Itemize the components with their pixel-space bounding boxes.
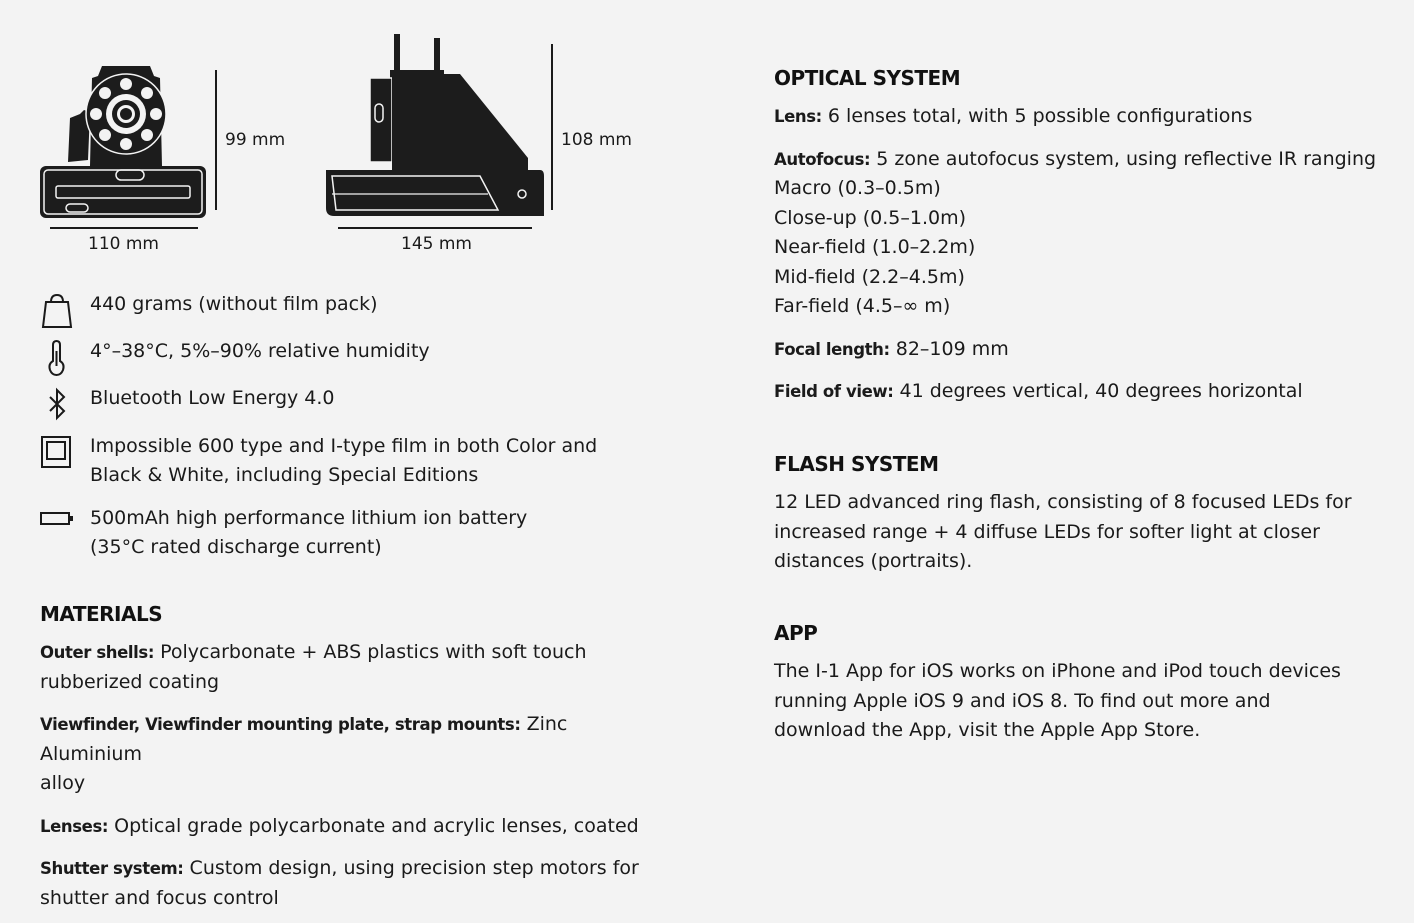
battery-icon (40, 506, 74, 540)
material-label: Lenses: (40, 816, 109, 836)
focal-label: Focal length: (774, 339, 890, 359)
spec-temperature-text: 4°–38°C, 5%–90% relative humidity (90, 340, 430, 362)
flash-description: 12 LED advanced ring flash, consisting of 8 focused LEDs for increased range + 4 diffuse LEDs for softer light at closer distances (portraits). (774, 491, 1352, 572)
spec-bluetooth (40, 384, 640, 413)
app-section (774, 621, 1394, 746)
side-height-label: 108 mm (561, 130, 632, 150)
flash-heading: FLASH SYSTEM (774, 452, 939, 476)
autofocus-label: Autofocus: (774, 149, 871, 169)
camera-dimensions-diagram (40, 30, 680, 260)
spec-battery-line2: (35°C rated discharge current) (90, 536, 382, 558)
material-lenses: Lenses: Optical grade polycarbonate and acrylic lenses, coated (40, 814, 639, 837)
materials-section (40, 602, 640, 913)
spec-list (40, 290, 640, 562)
af-zone: Mid-field (2.2–4.5m) (774, 265, 965, 288)
spec-battery-line1: 500mAh high performance lithium ion battery (90, 507, 528, 529)
optical-focal-length: Focal length: 82–109 mm (774, 337, 1009, 360)
spec-temperature (40, 337, 640, 366)
side-width-label: 145 mm (401, 234, 472, 254)
spec-battery (40, 504, 640, 562)
bluetooth-icon (40, 386, 74, 420)
spec-weight-text: 440 grams (without film pack) (90, 293, 378, 315)
material-label: Outer shells: (40, 643, 155, 662)
spec-film-line2: Black & White, including Special Editions (90, 464, 479, 486)
af-zone: Close-up (0.5–1.0m) (774, 206, 967, 229)
optical-lens: Lens: 6 lenses total, with 5 possible configurations (774, 105, 1253, 127)
app-description: The I-1 App for iOS works on iPhone and iPod touch devices running Apple iOS 9 and iOS 8. To find out more and download the App, visit the Apple App Store. (774, 660, 1341, 741)
camera-side-view (326, 34, 552, 228)
front-height-label: 99 mm (225, 130, 286, 150)
optical-field-of-view: Field of view: 41 degrees vertical, 40 degrees horizontal (774, 380, 1303, 402)
optical-section (774, 66, 1394, 407)
camera-front-view (40, 66, 216, 228)
af-zone: Macro (0.3–0.5m) (774, 177, 941, 199)
weight-icon (40, 292, 74, 326)
thermometer-icon (40, 339, 74, 373)
material-outer-shells: Outer shells: Polycarbonate + ABS plastics with soft touch rubberized coating (40, 641, 587, 693)
material-viewfinder: Viewfinder, Viewfinder mounting plate, strap mounts: Zinc Aluminium alloy (40, 713, 568, 794)
app-heading: APP (774, 621, 818, 645)
spec-film-line1: Impossible 600 type and I-type film in both Color and (90, 435, 598, 457)
lens-label: Lens: (774, 107, 822, 126)
af-zone: Far-field (4.5–∞ m) (774, 295, 951, 317)
optical-autofocus: Autofocus: 5 zone autofocus system, using reflective IR ranging Macro (0.3–0.5m) Close-up (0.5–1.0m) Near-field (1.0–2.2m) Mid-field (2.2–4.5m) Far-field (4.5–∞ m) (774, 145, 1394, 322)
material-label: Shutter system: (40, 859, 184, 878)
materials-heading: MATERIALS (40, 602, 163, 626)
af-zone: Near-field (1.0–2.2m) (774, 236, 976, 258)
spec-weight (40, 290, 640, 319)
fov-label: Field of view: (774, 382, 894, 401)
flash-section (774, 452, 1394, 577)
film-icon (40, 434, 74, 468)
material-shutter: Shutter system: Custom design, using precision step motors for shutter and focus control (40, 857, 639, 909)
material-label: Viewfinder, Viewfinder mounting plate, strap mounts: (40, 715, 521, 734)
spec-film (40, 432, 640, 490)
spec-bluetooth-text: Bluetooth Low Energy 4.0 (90, 387, 335, 409)
optical-heading: OPTICAL SYSTEM (774, 66, 961, 90)
front-width-label: 110 mm (88, 234, 159, 254)
